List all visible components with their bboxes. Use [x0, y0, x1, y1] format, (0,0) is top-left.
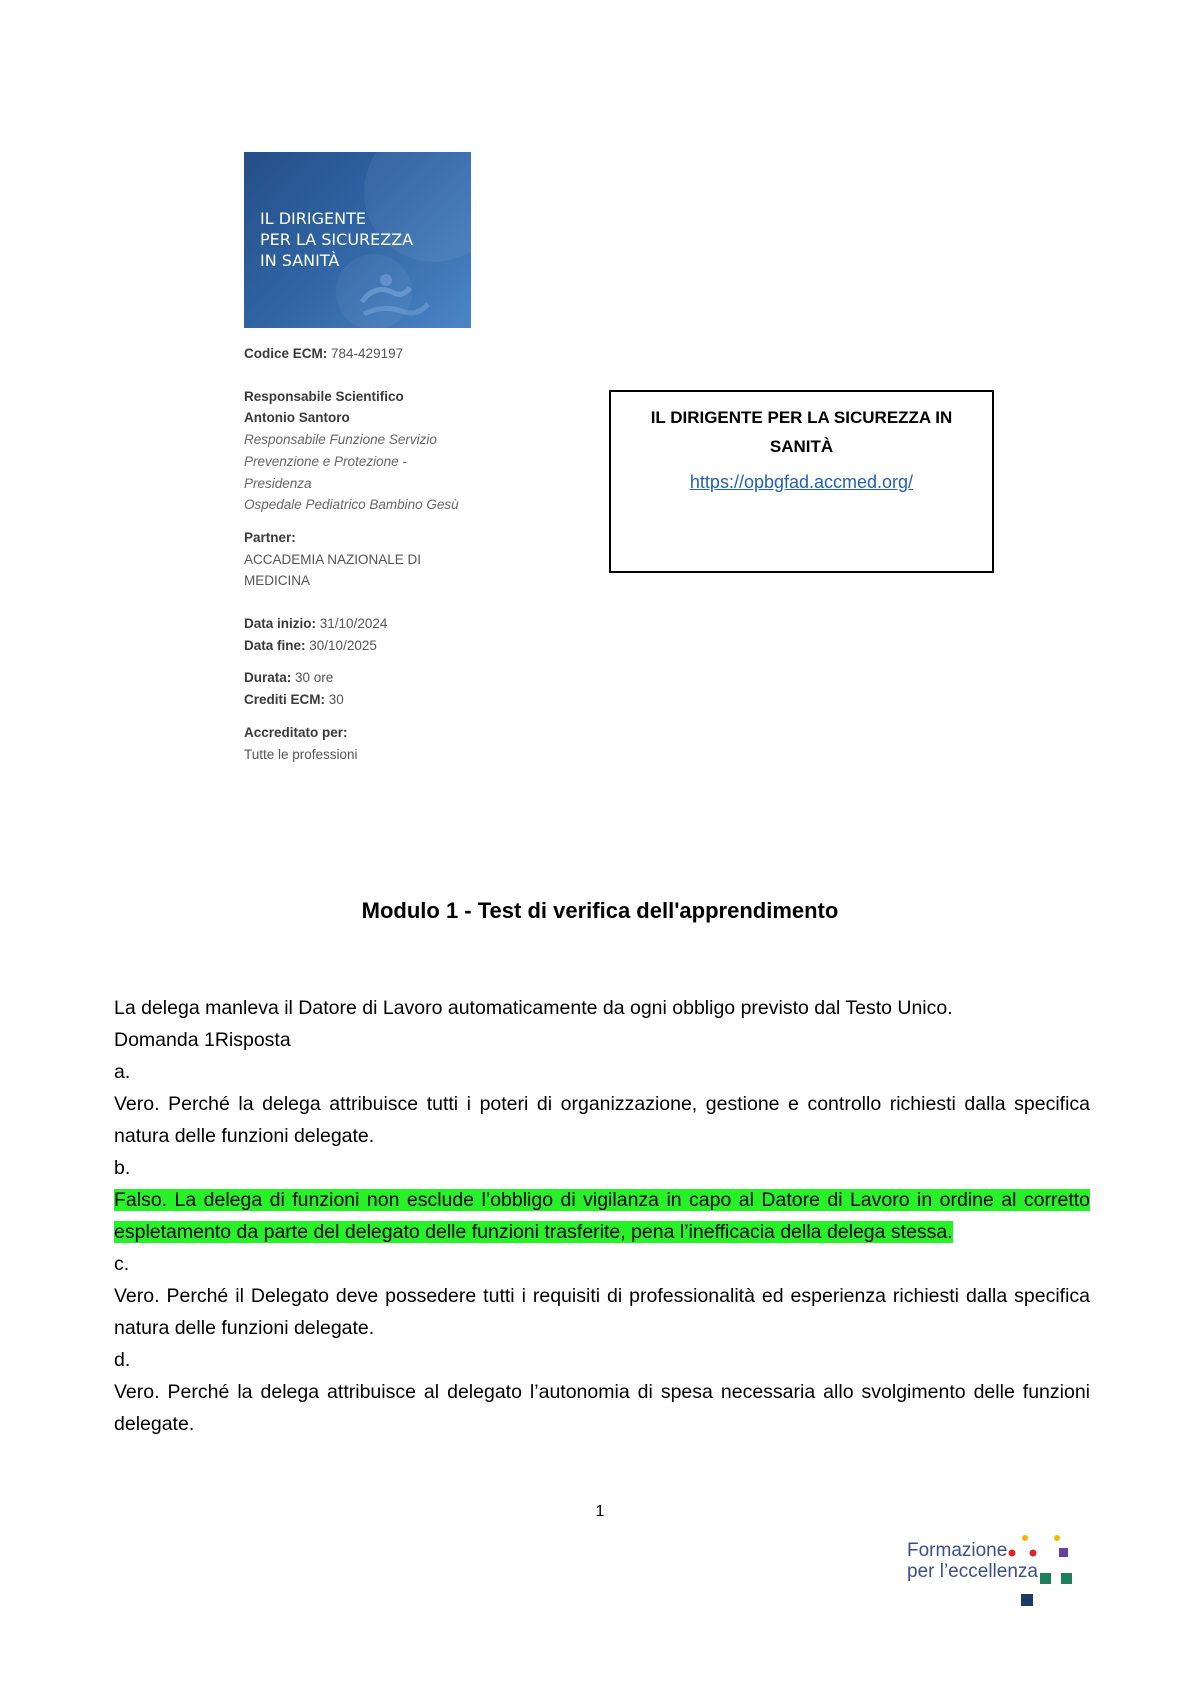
course-info: [244, 343, 484, 765]
responsible-role-line: Presidenza: [244, 475, 312, 491]
end-date-value: 30/10/2025: [309, 637, 377, 653]
ecm-code-label: Codice ECM:: [244, 346, 328, 361]
correct-answer-highlight: Falso. La delega di funzioni non esclude l’obbligo di vigilanza in capo al Datore di Lavoro in ordine al corretto espletamento da parte del delegato delle funzioni trasferite, pena l’inefficacia della delega stessa.: [114, 1189, 1090, 1243]
logo-line-2: per l’eccellenza: [907, 1561, 1038, 1582]
credits-label: Crediti ECM:: [244, 692, 325, 708]
option-text-correct: [114, 1184, 1090, 1248]
accredited-value: Tutte le professioni: [244, 746, 358, 762]
option-text: Vero. Perché la delega attribuisce tutti i poteri di organizzazione, gestione e controllo richiesti dalla specifica natura delle funzioni delegate.: [114, 1093, 1090, 1147]
cover-title: IL DIRIGENTE PER LA SICUREZZA IN SANITÀ: [260, 209, 414, 270]
start-date-value: 31/10/2024: [319, 616, 388, 632]
scientific-responsible-label: Responsabile Scientifico: [244, 388, 404, 404]
start-date-label: Data inizio:: [244, 616, 317, 632]
end-date-row: [244, 635, 484, 657]
page-number: 1: [595, 1503, 605, 1520]
logo-line-1: Formazione: [907, 1540, 1008, 1561]
credits-row: [244, 689, 484, 711]
partner-line: MEDICINA: [244, 573, 311, 589]
responsible-role-line: Responsabile Funzione Servizio: [244, 432, 437, 448]
question-block: [114, 992, 1090, 1440]
course-link[interactable]: https://opbgfad.accmed.org/: [689, 472, 914, 492]
scientific-responsible-name: Antonio Santoro: [244, 410, 350, 426]
ecm-code-row: [244, 343, 484, 365]
option-letter: b.: [114, 1157, 131, 1179]
credits-value: 30: [328, 692, 344, 708]
end-date-label: Data fine:: [244, 637, 306, 653]
option-letter: c.: [114, 1253, 130, 1275]
box-title: IL DIRIGENTE PER LA SICUREZZA IN SANITÀ: [650, 408, 953, 456]
logo-dots-graphic: [903, 1534, 1083, 1624]
course-title-box: [609, 390, 994, 573]
course-cover-image: [244, 152, 471, 328]
module-heading: Modulo 1 - Test di verifica dell'apprendimento: [361, 898, 839, 923]
start-date-row: [244, 613, 484, 635]
duration-row: [244, 667, 484, 689]
partner-line: ACCADEMIA NAZIONALE DI: [244, 551, 422, 567]
question-statement: La delega manleva il Datore di Lavoro automaticamente da ogni obbligo previsto dal Testo Unico.: [114, 997, 953, 1019]
accredited-label: Accreditato per:: [244, 724, 348, 740]
formazione-logo: [903, 1534, 1083, 1624]
duration-value: 30 ore: [295, 670, 334, 686]
duration-label: Durata:: [244, 670, 292, 686]
responsible-role-line: Prevenzione e Protezione -: [244, 453, 407, 469]
option-text: Vero. Perché il Delegato deve possedere tutti i requisiti di professionalità ed esperienza richiesti dalla specifica natura delle funzioni delegate.: [114, 1285, 1090, 1339]
partner-label: Partner:: [244, 529, 296, 545]
responsible-role-line: Ospedale Pediatrico Bambino Gesù: [244, 497, 459, 513]
option-letter: d.: [114, 1349, 131, 1371]
ecm-code-value: 784-429197: [331, 346, 404, 361]
option-text: Vero. Perché la delega attribuisce al delegato l’autonomia di spesa necessaria allo svolgimento delle funzioni delegate.: [114, 1381, 1090, 1435]
question-label: Domanda 1Risposta: [114, 1029, 291, 1051]
option-letter: a.: [114, 1061, 131, 1083]
